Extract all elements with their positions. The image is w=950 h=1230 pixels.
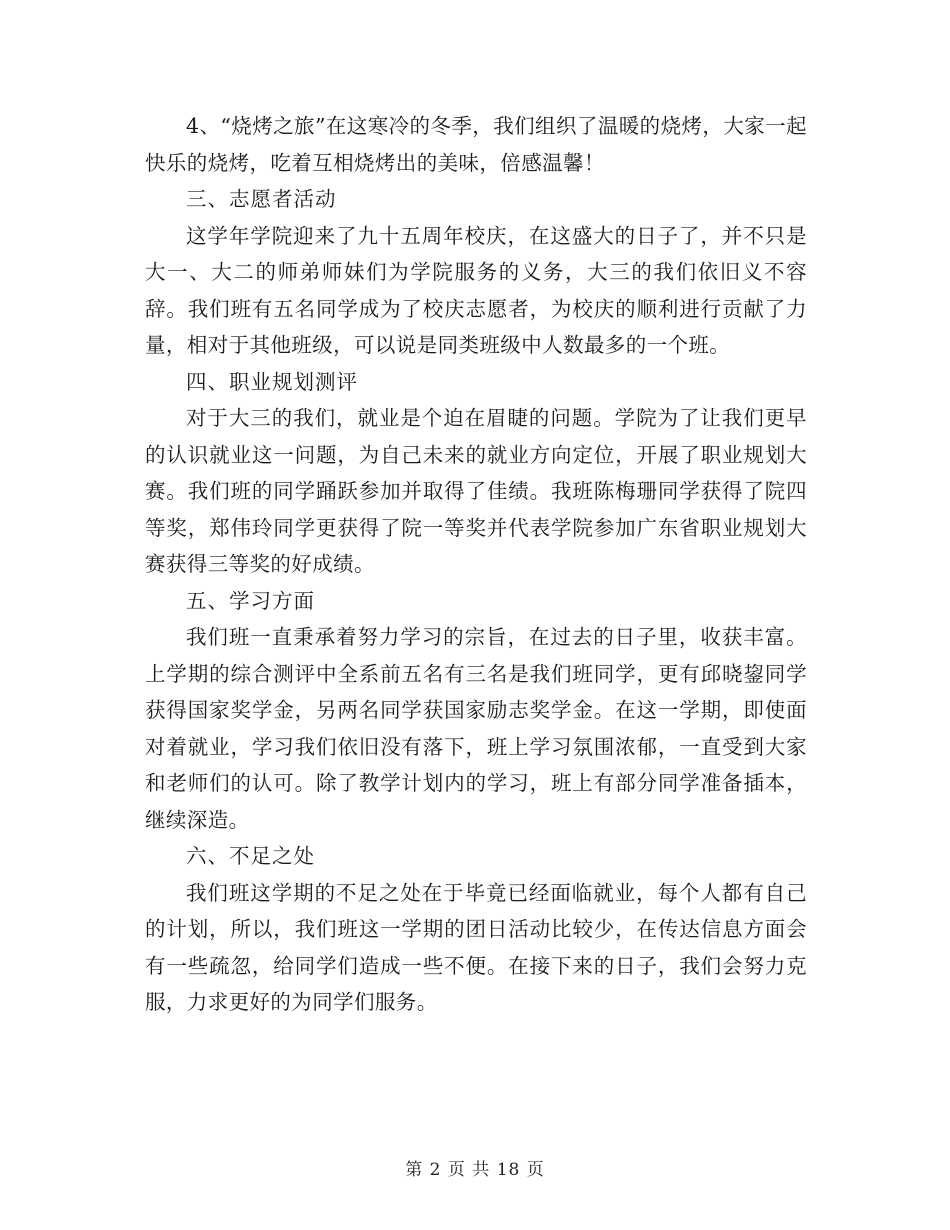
paragraph-career-planning: 对于大三的我们，就业是个迫在眉睫的问题。学院为了让我们更早的认识就业这一问题，为自己未来的就业方向定位，开展了职业规划大赛。我们班的同学踊跃参加并取得了佳绩。我班陈梅珊同学获得了院四等奖，郑伟玲同学更获得了院一等奖并代表学院参加广东省职业规划大赛获得三等奖的好成绩。 (145, 406, 807, 576)
section-heading-study: 五、学习方面 (186, 588, 315, 613)
section-heading-volunteer: 三、志愿者活动 (186, 187, 337, 211)
paragraph-barbecue-trip: 4、“烧烤之旅”在这寒冷的冬季，我们组织了温暖的烧烤，大家一起快乐的烧烤，吃着互相烧烤出的美味，倍感温馨！ (145, 114, 807, 175)
paragraph-shortcomings: 我们班这学期的不足之处在于毕竟已经面临就业，每个人都有自己的计划，所以，我们班这一学期的团日活动比较少，在传达信息方面会有一些疏忽，给同学们造成一些不便。在接下来的日子，我们会努力克服，力求更好的为同学们服务。 (145, 880, 807, 1014)
paragraph-study: 我们班一直秉承着努力学习的宗旨，在过去的日子里，收获丰富。上学期的综合测评中全系前五名有三名是我们班同学，更有邱晓鋆同学获得国家奖学金，另两名同学获国家励志奖学金。在这一学期，即使面对着就业，学习我们依旧没有落下，班上学习氛围浓郁，一直受到大家和老师们的认可。除了教学计划内的学习，班上有部分同学准备插本，继续深造。 (145, 625, 807, 832)
section-heading-shortcomings: 六、不足之处 (186, 844, 315, 868)
section-heading-career-planning: 四、职业规划测评 (186, 369, 358, 394)
paragraph-volunteer: 这学年学院迎来了九十五周年校庆，在这盛大的日子了，并不只是大一、大二的师弟师妹们为学院服务的义务，大三的我们依旧义不容辞。我们班有五名同学成为了校庆志愿者，为校庆的顺利进行贡献了力量，相对于其他班级，可以说是同类班级中人数最多的一个班。 (145, 223, 807, 357)
document-body (145, 108, 807, 1021)
page-number-footer: 第 2 页 共 18 页 (405, 1160, 545, 1180)
